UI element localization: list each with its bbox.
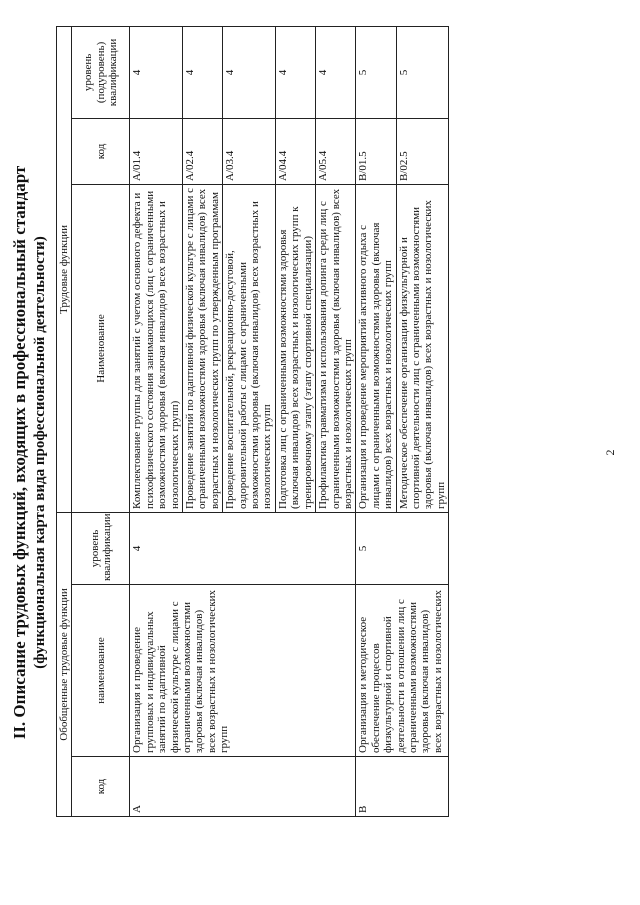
header-sublevel: уровень (подуровень) квалификации xyxy=(72,26,130,118)
function-name: Методическое обеспечение организации физкультурной и спортивной деятельности лиц с ограниченными возможностями здоровья (включая инвалидов) всех возрастных и нозологических групп xyxy=(396,184,449,512)
function-code: В/02.5 xyxy=(396,118,449,184)
function-sublevel: 4 xyxy=(130,26,183,118)
functional-map-table xyxy=(56,26,449,817)
header-function-name: Наименование xyxy=(72,184,130,512)
function-sublevel: 4 xyxy=(223,26,276,118)
function-code: А/01.4 xyxy=(130,118,183,184)
function-code: В/01.5 xyxy=(356,118,396,184)
group-name: Организация и проведение групповых и индивидуальных занятий по адаптивной физической культуре с лицами с ограниченными возможностями здоровья (включая инвалидов) всех возрастных и нозологических групп xyxy=(130,585,356,757)
function-code: А/04.4 xyxy=(275,118,315,184)
function-code: А/02.4 xyxy=(183,118,223,184)
function-name: Проведение воспитательной, рекреационно-досуговой, оздоровительной работы с лицами с ограниченными возможностями здоровья (включая инвалидов) всех возрастных и нозологических групп xyxy=(223,184,276,512)
table-header-row-2 xyxy=(72,26,130,816)
section-title: II. Описание трудовых функций, входящих в профессиональный стандарт xyxy=(10,165,29,740)
function-sublevel: 5 xyxy=(356,26,396,118)
group-code: В xyxy=(356,757,449,817)
function-sublevel: 5 xyxy=(396,26,449,118)
table-header-row-1 xyxy=(57,26,72,816)
section-subtitle: (функциональная карта вида профессиональной деятельности) xyxy=(32,236,48,669)
table-row xyxy=(130,26,183,816)
header-code: код xyxy=(72,757,130,817)
header-function-code: код xyxy=(72,118,130,184)
function-name: Организация и проведение мероприятий активного отдыха с лицами с ограниченными возможностями здоровья (включая инвалидов) всех возрастных и нозологических групп xyxy=(356,184,396,512)
header-level: уровень квалификации xyxy=(72,512,130,584)
group-level: 4 xyxy=(130,512,356,584)
header-generalized-functions: Обобщенные трудовые функции xyxy=(57,512,72,816)
function-code: А/03.4 xyxy=(223,118,276,184)
function-name: Подготовка лиц с ограниченными возможностями здоровья (включая инвалидов) всех возрастных и нозологических групп к тренировочному этапу (этапу спортивной специализации) xyxy=(275,184,315,512)
function-name: Проведение занятий по адаптивной физической культуре с лицами с ограниченными возможностями здоровья (включая инвалидов) всех возрастных и нозологических групп по утвержденным программам xyxy=(183,184,223,512)
group-level: 5 xyxy=(356,512,449,584)
header-name: наименование xyxy=(72,585,130,757)
group-code: А xyxy=(130,757,356,817)
table-row xyxy=(356,26,396,816)
function-name: Профилактика травматизма и использования допинга среди лиц с ограниченными возможностями здоровья (включая инвалидов) всех возрастных и нозологических групп xyxy=(316,184,356,512)
header-labor-functions: Трудовые функции xyxy=(57,26,72,512)
function-name: Комплектование группы для занятий с учетом основного дефекта и психофизического состояния занимающихся (лиц с ограниченными возможностями здоровья (включая инвалидов) всех возрастных и нозологических групп) xyxy=(130,184,183,512)
function-code: А/05.4 xyxy=(316,118,356,184)
page-number: 2 xyxy=(603,449,617,456)
group-name: Организация и методическое обеспечение процессов физкультурной и спортивной деятельности в отношении лиц с ограниченными возможностями здоровья (включая инвалидов) всех возрастных и нозологических xyxy=(356,585,449,757)
function-sublevel: 4 xyxy=(183,26,223,118)
function-sublevel: 4 xyxy=(275,26,315,118)
function-sublevel: 4 xyxy=(316,26,356,118)
